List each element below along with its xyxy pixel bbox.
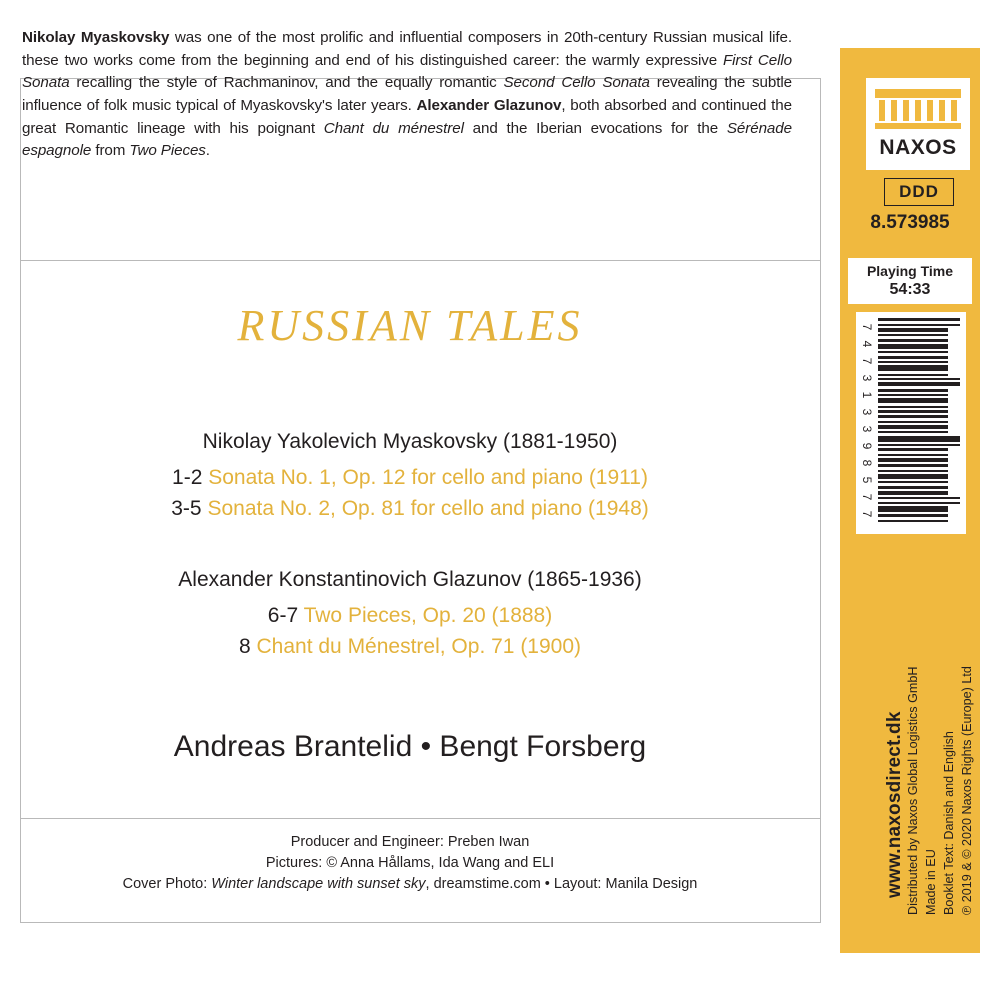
barcode-bar: [878, 365, 948, 371]
barcode-bar: [878, 431, 948, 433]
barcode-digit: 4: [860, 340, 874, 348]
track-row: [0, 462, 820, 493]
album-title: RUSSIAN TALES: [237, 301, 583, 350]
barcode-bar: [878, 394, 948, 396]
barcode-bar: [878, 448, 948, 451]
barcode-bar: [878, 351, 948, 353]
tracklist: [0, 430, 820, 662]
barcode-bar: [878, 406, 948, 408]
barcode-bar: [878, 454, 948, 456]
barcode-bar: [878, 324, 960, 326]
naxosdirect-url: www.naxosdirect.dk: [884, 711, 905, 898]
playing-time-box: [848, 258, 972, 304]
credit-cover-photo-title: Winter landscape with sunset sky: [211, 876, 426, 892]
credit-cover-photo-suffix: , dreamstime.com • Layout: Manila Design: [425, 876, 698, 892]
performers-line: Andreas Brantelid • Bengt Forsberg: [173, 730, 647, 763]
naxos-logo: [866, 78, 970, 170]
liner-notes-work-1: First Cello Sonata: [22, 51, 792, 92]
barcode-bar: [878, 344, 948, 349]
barcode-bar: [878, 374, 948, 376]
liner-notes-composer-name-2: Alexander Glazunov: [416, 96, 562, 114]
barcode-bar: [878, 486, 948, 489]
liner-notes-text-7: .: [205, 142, 210, 160]
temple-base: [875, 123, 961, 129]
composer-heading-1: Nikolay Yakolevich Myaskovsky (1881-1950): [202, 430, 618, 453]
barcode-bar: [878, 318, 960, 321]
track-title: Two Pieces, Op. 20 (1888): [303, 604, 553, 627]
legal-rights-line: ℗ 2019 & © 2020 Naxos Rights (Europe) Ltd: [960, 666, 974, 915]
barcode-digit: 5: [860, 476, 874, 484]
barcode-bars: [878, 318, 960, 528]
barcode-bar: [878, 444, 960, 446]
naxos-temple-icon: [875, 89, 961, 129]
barcode-digit: 7: [860, 357, 874, 365]
credit-pictures: Pictures: © Anna Hållams, Ida Wang and ELI: [265, 855, 555, 871]
credits-block: [0, 832, 820, 895]
track-row: [0, 493, 820, 524]
barcode-bar: [878, 470, 948, 472]
barcode-bar: [878, 382, 960, 386]
barcode-digit: 9: [860, 442, 874, 450]
barcode-bar: [878, 389, 948, 392]
naxos-wordmark: NAXOS: [879, 135, 957, 159]
legal-distributor-line: Distributed by Naxos Global Logistics GmbH: [906, 666, 920, 915]
panel-border-bottom: [20, 922, 820, 923]
legal-made-in-line: Made in EU: [924, 849, 938, 915]
track-title: Sonata No. 2, Op. 81 for cello and piano (1948): [207, 497, 649, 520]
barcode-bar: [878, 361, 948, 363]
temple-roof: [875, 89, 961, 98]
liner-notes-text-5: and the Iberian evocations for the: [463, 119, 727, 137]
barcode-bar: [878, 425, 948, 429]
barcode-digit: 1: [860, 391, 874, 399]
divider-under-blurb: [20, 260, 820, 261]
barcode: [856, 312, 966, 534]
barcode-digit: 7: [860, 510, 874, 518]
barcode-bar: [878, 415, 948, 418]
liner-notes-composer-name: Nikolay Myaskovsky: [22, 29, 170, 47]
barcode-bar: [878, 514, 948, 517]
credit-cover-photo: [0, 874, 820, 895]
barcode-digit: 7: [860, 323, 874, 331]
track-row: [0, 631, 820, 662]
ddd-badge: DDD: [884, 178, 954, 206]
barcode-bar: [878, 502, 960, 504]
panel-border-right: [820, 78, 821, 923]
barcode-bar: [878, 378, 960, 380]
barcode-bar: [878, 421, 948, 423]
barcode-bar: [878, 436, 960, 442]
barcode-bar: [878, 497, 960, 499]
liner-notes-text-4: , both absorbed and continued the great Romantic lineage with his poignant: [22, 96, 792, 137]
divider-above-credits: [20, 818, 820, 819]
barcode-bar: [878, 339, 948, 342]
liner-notes-text-2: recalling the style of Rachmaninov, and the equally romantic: [69, 74, 504, 92]
track-row: [0, 600, 820, 631]
legal-booklet-line: Booklet Text: Danish and English: [942, 731, 956, 915]
liner-notes-text-3: revealing the subtle influence of folk music typical of Myaskovsky's later years.: [22, 74, 792, 114]
barcode-bar: [878, 491, 948, 495]
barcode-bar: [878, 398, 948, 403]
liner-notes-work-5: Two Pieces: [129, 142, 206, 160]
barcode-bar: [878, 334, 948, 336]
playing-time-label: Playing Time: [866, 263, 954, 279]
barcode-bar: [878, 474, 948, 479]
track-title: Chant du Ménestrel, Op. 71 (1900): [256, 635, 582, 658]
liner-notes-work-4: Sérénade espagnole: [22, 119, 792, 160]
track-number: 6-7: [267, 604, 299, 627]
barcode-bar: [878, 328, 948, 332]
liner-notes-paragraph: [22, 27, 792, 163]
liner-notes-text-6: from: [91, 142, 130, 160]
barcode-bar: [878, 458, 948, 462]
barcode-bar: [878, 481, 948, 483]
track-number: 8: [238, 635, 251, 658]
track-number: 3-5: [171, 497, 202, 520]
liner-notes-work-2: Second Cello Sonata: [503, 74, 650, 92]
credit-cover-photo-prefix: Cover Photo:: [122, 876, 212, 892]
liner-notes-text-1: was one of the most prolific and influential composers in 20th-century Russian musical life. these two works come from the beginning and end of his distinguished career: the warmly expressive: [22, 29, 792, 69]
barcode-digit: 3: [860, 425, 874, 433]
barcode-bar: [878, 506, 948, 512]
liner-notes-work-3: Chant du ménestrel: [323, 119, 464, 137]
credit-producer: Producer and Engineer: Preben Iwan: [290, 834, 530, 850]
barcode-digit: 3: [860, 408, 874, 416]
composer-heading-2: Alexander Konstantinovich Glazunov (1865-1936): [178, 568, 642, 591]
barcode-bar: [878, 356, 948, 359]
barcode-digit: 8: [860, 459, 874, 467]
barcode-bar: [878, 464, 948, 467]
catalog-number: 8.573985: [870, 212, 950, 233]
barcode-bar: [878, 410, 948, 413]
barcode-digit: 3: [860, 374, 874, 382]
barcode-bar: [878, 520, 948, 522]
track-number: 1-2: [172, 466, 203, 489]
barcode-digit: 7: [860, 493, 874, 501]
track-title: Sonata No. 1, Op. 12 for cello and piano (1911): [208, 466, 648, 489]
temple-columns: [879, 100, 957, 121]
playing-time-value: 54:33: [889, 281, 931, 298]
